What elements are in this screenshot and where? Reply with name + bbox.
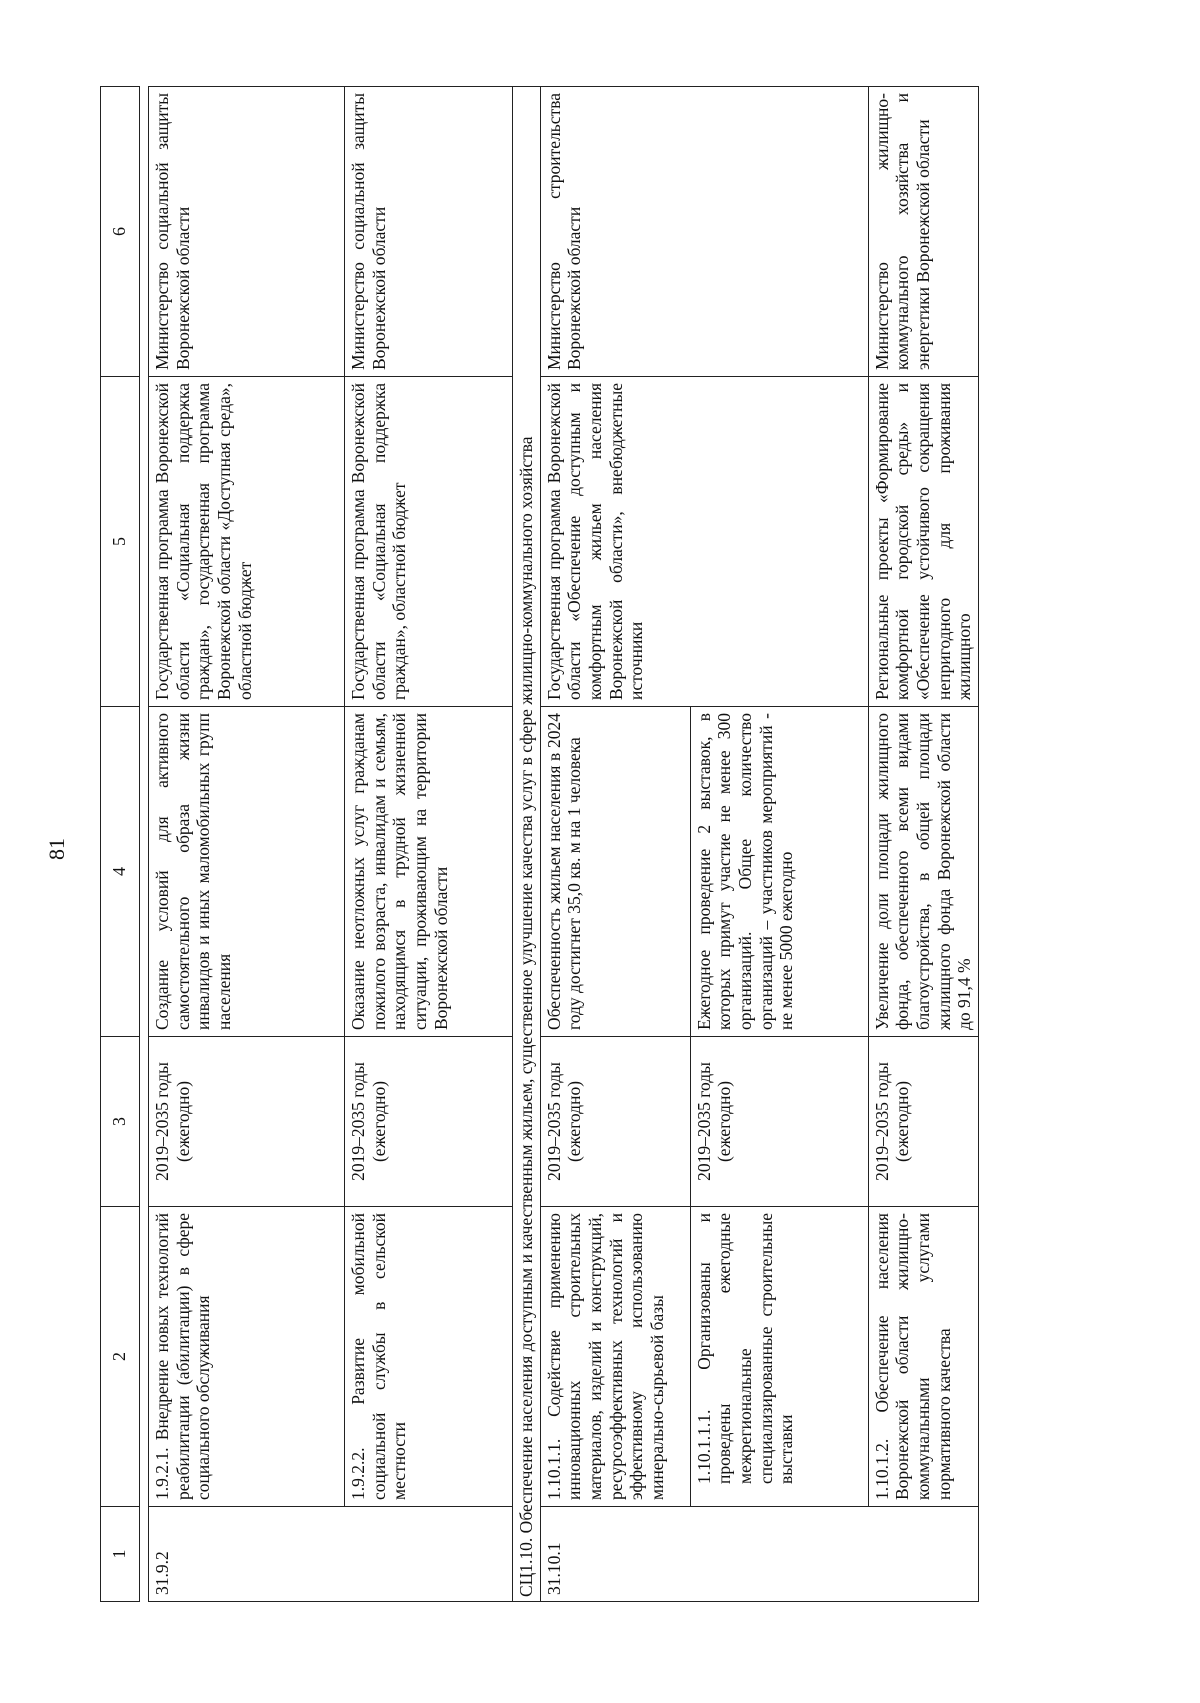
section-row (513, 87, 541, 1602)
cell-period: 2019–2035 годы (ежегодно) (690, 1037, 868, 1207)
cell-executor: Министерство социальной защиты Воронежской области (345, 87, 513, 377)
table-row (868, 87, 978, 1602)
cell-measure: 1.9.2.2. Развитие мобильной социальной службы в сельской местности (345, 1207, 513, 1507)
cell-executor: Министерство социальной защиты Воронежской области (149, 87, 345, 377)
cell-executor: Министерство жилищно-коммунального хозяйства и энергетики Воронежской области (868, 87, 978, 377)
row-code: 31.9.2 (149, 1507, 513, 1602)
cell-executor: Министерство строительства Воронежской области (540, 87, 868, 377)
col-header-6: 6 (101, 87, 140, 377)
col-header-5: 5 (101, 377, 140, 707)
table-row (345, 87, 513, 1602)
cell-source: Государственная программа Воронежской области «Социальная поддержка граждан», областной бюджет (345, 377, 513, 707)
cell-source: Государственная программа Воронежской области «Социальная поддержка граждан», государственная программа Воронежской области «Доступная среда», областной бюджет (149, 377, 345, 707)
cell-period: 2019–2035 годы (ежегодно) (540, 1037, 690, 1207)
cell-period: 2019–2035 годы (ежегодно) (345, 1037, 513, 1207)
cell-measure: 1.10.1.1. Содействие применению инновационных строительных материалов, изделий и конструкций, ресурсоэффективных технологий и эффективному использованию минерально-сырьевой базы (540, 1207, 690, 1507)
header-row (101, 87, 140, 1602)
cell-period: 2019–2035 годы (ежегодно) (149, 1037, 345, 1207)
cell-result: Создание условий для активного самостоятельного образа жизни инвалидов и иных маломобильных групп населения (149, 707, 345, 1037)
cell-measure: 1.9.2.1. Внедрение новых технологий реабилитации (абилитации) в сфере социального обслуживания (149, 1207, 345, 1507)
cell-period: 2019–2035 годы (ежегодно) (868, 1037, 978, 1207)
section-title: СЦ1.10. Обеспечение населения доступным и качественным жильем, существенное улучшение качества услуг в сфере жилищно-коммунального хозяйства (513, 87, 541, 1602)
col-header-3: 3 (101, 1037, 140, 1207)
row-code: 31.10.1 (540, 1507, 978, 1602)
cell-source: Государственная программа Воронежской области «Обеспечение доступным и комфортным жильем населения Воронежской области», внебюджетные источники (540, 377, 868, 707)
table-row (540, 87, 690, 1602)
cell-result: Ежегодное проведение 2 выставок, в которых примут участие не менее 300 организаций. Общее количество организаций – участников мероприятий - не менее 5000 ежегодно (690, 707, 868, 1037)
cell-result: Увеличение доли площади жилищного фонда, обеспеченного всеми видами благоустройства, в общей площади жилищного фонда Воронежской области до 91,4 % (868, 707, 978, 1037)
col-header-4: 4 (101, 707, 140, 1037)
cell-result: Оказание неотложных услуг гражданам пожилого возраста, инвалидам и семьям, находящимся в трудной жизненной ситуации, проживающим на территории Воронежской области (345, 707, 513, 1037)
col-header-2: 2 (101, 1207, 140, 1507)
col-header-1: 1 (101, 1507, 140, 1602)
cell-measure: 1.10.1.1.1. Организованы и проведены ежегодные межрегиональные специализированные строительные выставки (690, 1207, 868, 1507)
table-row (149, 87, 345, 1602)
cell-measure: 1.10.1.2. Обеспечение населения Воронежской области жилищно-коммунальными услугами нормативного качества (868, 1207, 978, 1507)
cell-result: Обеспеченность жильем населения в 2024 году достигнет 35,0 кв. м на 1 человека (540, 707, 690, 1037)
rotated-table-container (100, 87, 1140, 1602)
plan-table (100, 86, 979, 1602)
cell-source: Региональные проекты «Формирование комфортной городской среды» и «Обеспечение устойчивого сокращения непригодного для проживания жилищного (868, 377, 978, 707)
page-number: 81 (44, 838, 69, 860)
